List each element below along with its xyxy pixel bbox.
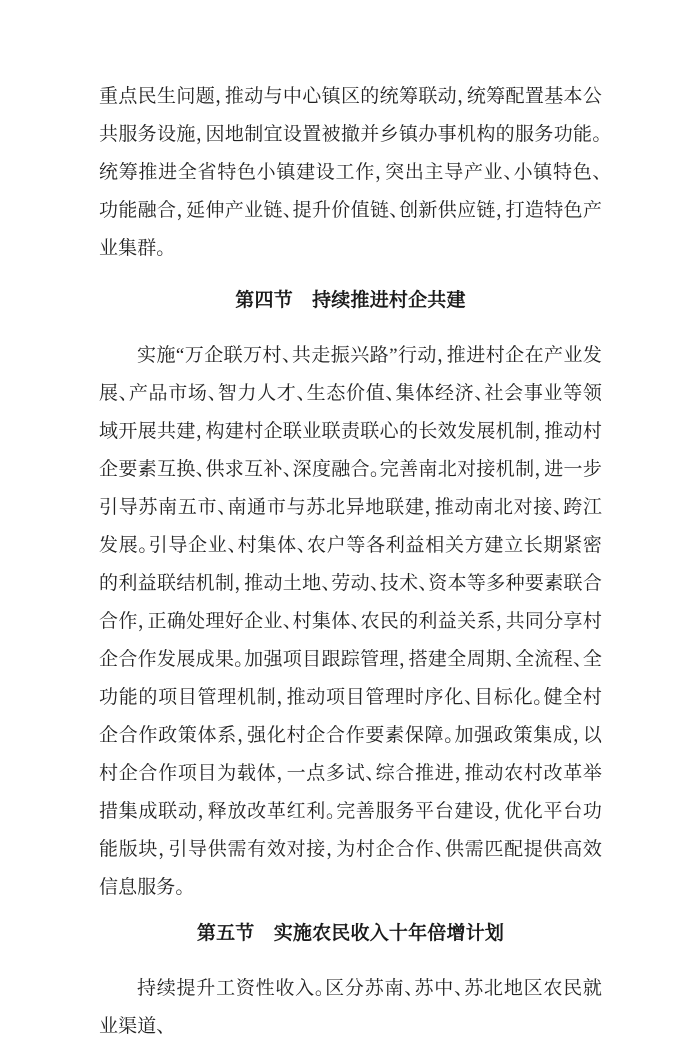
- section-5-heading: 第五节 实施农民收入十年倍增计划: [196, 923, 505, 944]
- paragraph-continued: 重点民生问题，推动与中心镇区的统筹联动，统筹配置基本公共服务设施，因地制宜设置被撤并乡镇办事机构的服务功能。统筹推进全省特色小镇建设工作，突出主导产业、小镇特色、功能融合，延伸产业链、提升价值链、创新供应链，打造特色产业集群。: [99, 86, 602, 259]
- section-4-paragraph: 实施“万企联万村、共走振兴路”行动，推进村企在产业发展、产品市场、智力人才、生态价值、集体经济、社会事业等领域开展共建，构建村企联业联责联心的长效发展机制，推动村企要素互换、供求互补、深度融合。完善南北对接机制，进一步引导苏南五市、南通市与苏北异地联建，推动南北对接、跨江发展。引导企业、村集体、农户等各利益相关方建立长期紧密的利益联结机制，推动土地、劳动、技术、资本等多种要素联合合作，正确处理好企业、村集体、农民的利益关系，共同分享村企合作发展成果。加强项目跟踪管理，搭建全周期、全流程、全功能的项目管理机制，推动项目管理时序化、目标化。健全村企合作政策体系，强化村企合作要素保障。加强政策集成，以村企合作项目为载体，一点多试、综合推进，推动农村改革举措集成联动，释放改革红利。完善服务平台建设，优化平台功能版块，引导供需有效对接，为村企合作、供需匹配提供高效信息服务。: [99, 345, 602, 898]
- section-4-heading: 第四节 持续推进村企共建: [235, 290, 466, 311]
- section-5-paragraph: 持续提升工资性收入。区分苏南、苏中、苏北地区农民就业渠道、: [99, 978, 602, 1037]
